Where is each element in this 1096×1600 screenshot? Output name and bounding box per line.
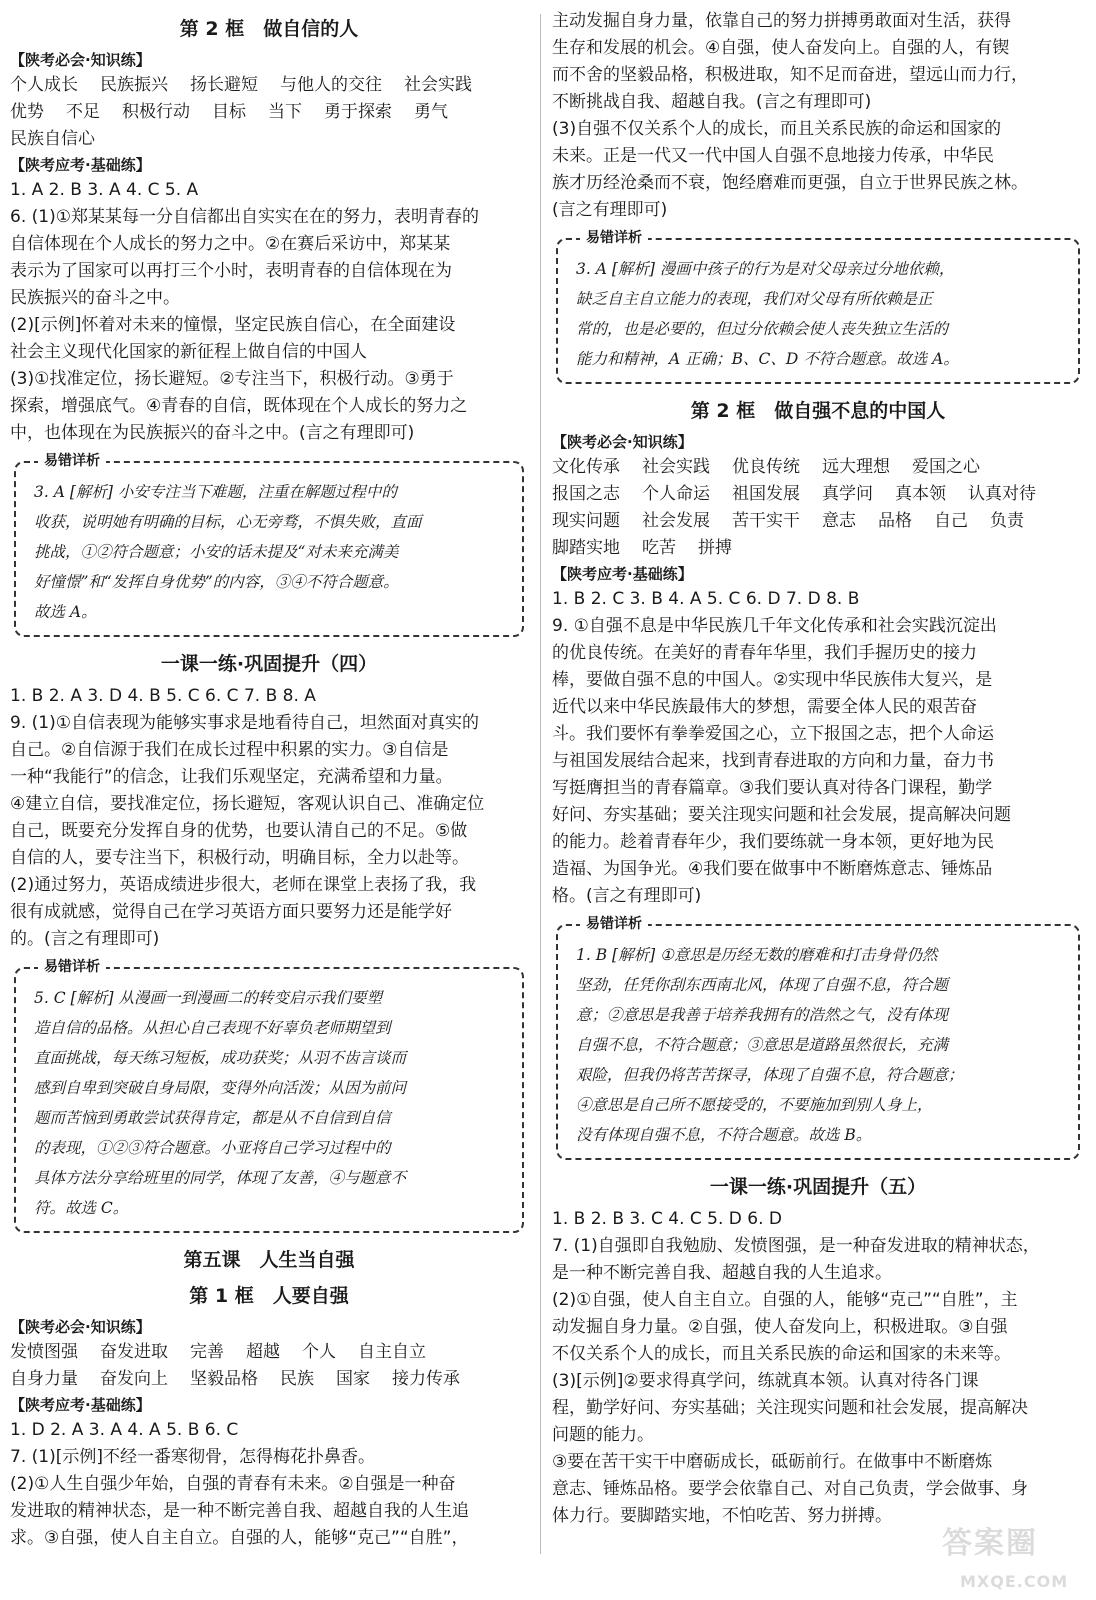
text-line: 问题的能力。 xyxy=(552,1425,654,1445)
text-line: 自强不息，不符合题意；③意思是道路虽然很长，充满 xyxy=(576,1036,949,1054)
text-line: 挑战，①②符合题意；小安的话未提及“对未来充满美 xyxy=(34,543,399,561)
text-line: (3)自强不仅关系个人的成长，而且关系民族的命运和国家的 xyxy=(552,119,1002,139)
keyword: 社会实践 xyxy=(404,75,472,95)
keyword: 拼搏 xyxy=(698,538,732,558)
text-line: 社会主义现代化国家的新征程上做自信的中国人 xyxy=(10,342,367,362)
text-line: 主动发掘自身力量，依靠自己的努力拼搏勇敢面对生活，获得 xyxy=(552,11,1011,31)
keyword-list xyxy=(10,1339,528,1393)
keyword: 自身力量 xyxy=(10,1369,78,1389)
keyword-list xyxy=(10,72,528,153)
keyword: 个人 xyxy=(302,1342,336,1362)
text-line: 斗。我们要怀有拳拳爱国之心，立下报国之志，把个人命运 xyxy=(552,724,994,744)
watermark-logo xyxy=(922,1528,1082,1592)
text-line: 6. (1)①郑某某每一分自信都出自实实在在的努力，表明青春的 xyxy=(10,207,479,227)
keyword: 自己 xyxy=(934,511,968,531)
section-tag: 【陕考必会·知识练】 xyxy=(552,433,693,451)
keyword: 真本领 xyxy=(895,484,946,504)
text-line: (2)[示例]怀着对未来的憧憬，坚定民族自信心，在全面建设 xyxy=(10,315,456,335)
text-line: (2)①人生自强少年始，自强的青春有未来。②自强是一种奋 xyxy=(10,1474,456,1494)
text-line: 的优良传统。在美好的青春年华里，我们手握历史的接力 xyxy=(552,643,977,663)
keyword: 祖国发展 xyxy=(732,484,800,504)
text-line: 造自信的品格。从担心自己表现不好辜负老师期望到 xyxy=(34,1019,391,1037)
text-line: 意；②意思是我善于培养我拥有的浩然之气，没有体现 xyxy=(576,1006,949,1024)
text-line: 而不舍的坚毅品格，积极进取，知不足而奋进，望远山而力行， xyxy=(552,65,1028,85)
keyword: 接力传承 xyxy=(392,1369,460,1389)
section-tag: 【陕考必会·知识练】 xyxy=(10,51,151,69)
box-title: 易错详析 xyxy=(580,227,648,249)
keyword: 坚毅品格 xyxy=(190,1369,258,1389)
answer-line: 1. B 2. C 3. B 4. A 5. C 6. D 7. D 8. B xyxy=(552,589,860,609)
keyword: 社会实践 xyxy=(642,457,710,477)
keyword: 超越 xyxy=(246,1342,280,1362)
keyword: 国家 xyxy=(336,1369,370,1389)
text-line: 3. A [解析] 小安专注当下难题，注重在解题过程中的 xyxy=(34,483,397,501)
text-line: 体力行。要脚踏实地，不怕吃苦、努力拼搏。 xyxy=(552,1506,892,1526)
text-line: (3)①找准定位，扬长避短。②专注当下，积极行动。③勇于 xyxy=(10,369,454,389)
text-line: 生存和发展的机会。④自强，使人奋发向上。自强的人，有锲 xyxy=(552,38,1010,58)
text-line: 与祖国发展结合起来，找到青春进取的方向和力量，奋力书 xyxy=(552,751,994,771)
answer-line: 1. B 2. B 3. C 4. C 5. D 6. D xyxy=(552,1209,783,1229)
keyword: 优良传统 xyxy=(732,457,800,477)
text-line: (3)[示例]②要求得真学问，练就真本领。认真对待各门课 xyxy=(552,1371,979,1391)
keyword: 优势 xyxy=(10,102,44,122)
section-title: 一课一练·巩固提升（五） xyxy=(709,1176,927,1198)
text-line: 7. (1)[示例]不经一番寒彻骨，怎得梅花扑鼻香。 xyxy=(10,1447,375,1467)
text-line: 的表现，①②③符合题意。小亚将自己学习过程中的 xyxy=(34,1139,391,1157)
keyword: 报国之志 xyxy=(552,484,620,504)
text-line: 程，勤学好问、夯实基础；关注现实问题和社会发展，提高解决 xyxy=(552,1398,1028,1418)
keyword: 完善 xyxy=(190,1342,224,1362)
keyword: 奋发进取 xyxy=(100,1342,168,1362)
text-line: 表示为了国家可以再打三个小时，表明青春的自信体现在为 xyxy=(10,261,452,281)
watermark-url: MXQE.COM xyxy=(960,1572,1069,1591)
box-title: 易错详析 xyxy=(580,913,648,935)
section-tag: 【陕考必会·知识练】 xyxy=(10,1318,151,1336)
text-line: 好憧憬”和“发挥自身优势”的内容，③④不符合题意。 xyxy=(34,573,399,591)
text-line: 自己，既要充分发挥自身的优势，也要认清自己的不足。⑤做 xyxy=(10,821,468,841)
keyword: 远大理想 xyxy=(822,457,890,477)
answer-paragraph xyxy=(10,710,528,953)
text-line: 自信的人，要专注当下，积极行动，明确目标，全力以赴等。 xyxy=(10,848,469,868)
box-content xyxy=(34,477,508,627)
keyword: 文化传承 xyxy=(552,457,620,477)
box-content xyxy=(34,983,508,1223)
keyword: 与他人的交往 xyxy=(280,75,382,95)
keyword: 现实问题 xyxy=(552,511,620,531)
section-title: 第 2 框 做自信的人 xyxy=(179,18,359,40)
answer-paragraph xyxy=(10,204,528,447)
text-line: ③要在苦干实干中磨砺成长，砥砺前行。在做事中不断磨炼 xyxy=(552,1452,993,1472)
keyword-list xyxy=(552,454,1084,562)
section-tag: 【陕考应考·基础练】 xyxy=(552,565,693,583)
text-line: 是一种不断完善自我、超越自我的人生追求。 xyxy=(552,1263,892,1283)
text-line: 中，也体现在为民族振兴的奋斗之中。(言之有理即可) xyxy=(10,423,415,443)
keyword: 积极行动 xyxy=(122,102,190,122)
left-column xyxy=(10,8,528,1552)
keyword: 个人命运 xyxy=(642,484,710,504)
text-line: 符。故选 C。 xyxy=(34,1199,129,1217)
keyword: 奋发向上 xyxy=(100,1369,168,1389)
box-title: 易错详析 xyxy=(38,450,106,472)
text-line: 具体方法分享给班里的同学，体现了友善，④与题意不 xyxy=(34,1169,407,1187)
text-line: (2)通过努力，英语成绩进步很大，老师在课堂上表扬了我，我 xyxy=(10,875,477,895)
text-line: 收获，说明她有明确的目标，心无旁骛，不惧失败，直面 xyxy=(34,513,422,531)
section-tag: 【陕考应考·基础练】 xyxy=(10,1396,151,1414)
text-line: 7. (1)自强即自我勉励、发愤图强，是一种奋发进取的精神状态， xyxy=(552,1236,1040,1256)
keyword: 个人成长 xyxy=(10,75,78,95)
section-title: 一课一练·巩固提升（四） xyxy=(160,653,378,675)
keyword: 当下 xyxy=(268,102,302,122)
keyword: 真学问 xyxy=(822,484,873,504)
answer-line: 1. D 2. A 3. A 4. A 5. B 6. C xyxy=(10,1420,239,1440)
text-line: 动发掘自身力量。②自强，使人奋发向上，积极进取。③自强 xyxy=(552,1317,1008,1337)
lesson-title: 第五课 人生当自强 xyxy=(183,1249,355,1271)
box-content xyxy=(576,940,1064,1150)
answer-line: 1. B 2. A 3. D 4. B 5. C 6. C 7. B 8. A xyxy=(10,686,316,706)
keyword: 勇气 xyxy=(414,102,448,122)
text-line: 的。(言之有理即可) xyxy=(10,929,160,949)
answer-paragraph xyxy=(10,1444,528,1552)
text-line: 格。(言之有理即可) xyxy=(552,886,702,906)
text-line: 能力和精神，A 正确；B、C、D 不符合题意。故选 A。 xyxy=(576,350,959,368)
keyword: 民族 xyxy=(280,1369,314,1389)
text-line: 5. C [解析] 从漫画一到漫画二的转变启示我们要塑 xyxy=(34,989,383,1007)
text-line: 感到自卑到突破自身局限，变得外向活泼；从因为前问 xyxy=(34,1079,407,1097)
answer-line: 1. A 2. B 3. A 4. C 5. A xyxy=(10,180,199,200)
text-line: 好问、夯实基础；要关注现实问题和社会发展，提高解决问题 xyxy=(552,805,1011,825)
text-line: 发进取的精神状态，是一种不断完善自我、超越自我的人生追 xyxy=(10,1501,469,1521)
text-line: 自己。②自信源于我们在成长过程中积累的实力。③自信是 xyxy=(10,740,449,760)
keyword: 意志 xyxy=(822,511,856,531)
answer-paragraph xyxy=(552,613,1084,910)
error-analysis-box xyxy=(556,230,1080,384)
text-line: 不仅关系个人的成长，而且关系民族的命运和国家的未来等。 xyxy=(552,1344,1011,1364)
text-line: 题而苦恼到勇敢尝试获得肯定，都是从不自信到自信 xyxy=(34,1109,391,1127)
text-line: 求。③自强，使人自主自立。自强的人，能够“克己”“自胜”， xyxy=(10,1528,469,1548)
keyword: 品格 xyxy=(878,511,912,531)
text-line: 3. A [解析] 漫画中孩子的行为是对父母亲过分地依赖， xyxy=(576,260,955,278)
text-line: 近代以来中华民族最伟大的梦想，需要全体人民的艰苦奋 xyxy=(552,697,977,717)
watermark-text: 答案圈 xyxy=(942,1526,1038,1561)
text-line: 很有成就感，觉得自己在学习英语方面只要努力还是能学好 xyxy=(10,902,452,922)
text-line: 自信体现在个人成长的努力之中。②在赛后采访中，郑某某 xyxy=(10,234,451,254)
error-analysis-box xyxy=(14,453,524,637)
column-divider xyxy=(540,14,541,1554)
keyword: 发愤图强 xyxy=(10,1342,78,1362)
text-line: ④建立自信，要找准定位，扬长避短，客观认识自己、准确定位 xyxy=(10,794,485,814)
section-tag: 【陕考应考·基础练】 xyxy=(10,156,151,174)
keyword: 勇于探索 xyxy=(324,102,392,122)
box-content xyxy=(576,254,1064,374)
text-line: 9. ①自强不息是中华民族几千年文化传承和社会实践沉淀出 xyxy=(552,616,997,636)
text-line: 造福、为国争光。④我们要在做事中不断磨炼意志、锤炼品 xyxy=(552,859,993,879)
text-line: 直面挑战，每天练习短板，成功获奖；从羽不齿言谈而 xyxy=(34,1049,407,1067)
text-line: 不断挑战自我、超越自我。(言之有理即可) xyxy=(552,92,872,112)
text-line: 未来。正是一代又一代中国人自强不息地接力传承，中华民 xyxy=(552,146,994,166)
box-title: 易错详析 xyxy=(38,956,106,978)
keyword: 自主自立 xyxy=(358,1342,426,1362)
text-line: 缺乏自主自立能力的表现，我们对父母有所依赖是正 xyxy=(576,290,933,308)
keyword: 脚踏实地 xyxy=(552,538,620,558)
keyword: 负责 xyxy=(990,511,1024,531)
keyword: 不足 xyxy=(66,102,100,122)
keyword: 苦干实干 xyxy=(732,511,800,531)
text-line: 坚劲，任凭你刮东西南北风，体现了自强不息，符合题 xyxy=(576,976,949,994)
text-line: 族才历经沧桑而不衰，饱经磨难而更强，自立于世界民族之林。 xyxy=(552,173,1028,193)
text-line: 艰险，但我仍将苦苦探寻，体现了自强不息，符合题意； xyxy=(576,1066,964,1084)
section-title: 第 2 框 做自强不息的中国人 xyxy=(690,400,946,422)
keyword: 目标 xyxy=(212,102,246,122)
text-line: 探索，增强底气。④青春的自信，既体现在个人成长的努力之 xyxy=(10,396,468,416)
text-line: 棒，要做自强不息的中国人。②实现中华民族伟大复兴，是 xyxy=(552,670,993,690)
keyword: 认真对待 xyxy=(968,484,1036,504)
keyword: 民族振兴 xyxy=(100,75,168,95)
text-line: 意志、锤炼品格。要学会依靠自己、对自己负责，学会做事、身 xyxy=(552,1479,1028,1499)
text-line: 写挺膺担当的青春篇章。③我们要认真对待各门课程，勤学 xyxy=(552,778,993,798)
error-analysis-box xyxy=(14,959,524,1233)
text-line: 故选 A。 xyxy=(34,603,97,621)
keyword: 社会发展 xyxy=(642,511,710,531)
text-line: 没有体现自强不息，不符合题意。故选 B。 xyxy=(576,1126,872,1144)
keyword: 扬长避短 xyxy=(190,75,258,95)
keyword: 爱国之心 xyxy=(912,457,980,477)
keyword: 吃苦 xyxy=(642,538,676,558)
right-column xyxy=(552,8,1084,1530)
section-title: 第 1 框 人要自强 xyxy=(189,1285,349,1307)
answer-paragraph xyxy=(552,8,1084,224)
text-line: ④意思是自己所不愿接受的，不要施加到别人身上， xyxy=(576,1096,933,1114)
keyword: 民族自信心 xyxy=(10,129,95,149)
text-line: 的能力。趁着青春年少，我们要练就一身本领，更好地为民 xyxy=(552,832,994,852)
text-line: (言之有理即可) xyxy=(552,200,668,220)
text-line: 1. B [解析] ①意思是历经无数的磨难和打击身骨仍然 xyxy=(576,946,938,964)
error-analysis-box xyxy=(556,916,1080,1160)
text-line: 常的，也是必要的，但过分依赖会使人丧失独立生活的 xyxy=(576,320,949,338)
text-line: (2)①自强，使人自主自立。自强的人，能够“克己”“自胜”，主 xyxy=(552,1290,1018,1310)
answer-paragraph xyxy=(552,1233,1084,1530)
text-line: 民族振兴的奋斗之中。 xyxy=(10,288,180,308)
text-line: 9. (1)①自信表现为能够实事求是地看待自己，坦然面对真实的 xyxy=(10,713,479,733)
text-line: 一种“我能行”的信念，让我们乐观坚定，充满希望和力量。 xyxy=(10,767,453,787)
